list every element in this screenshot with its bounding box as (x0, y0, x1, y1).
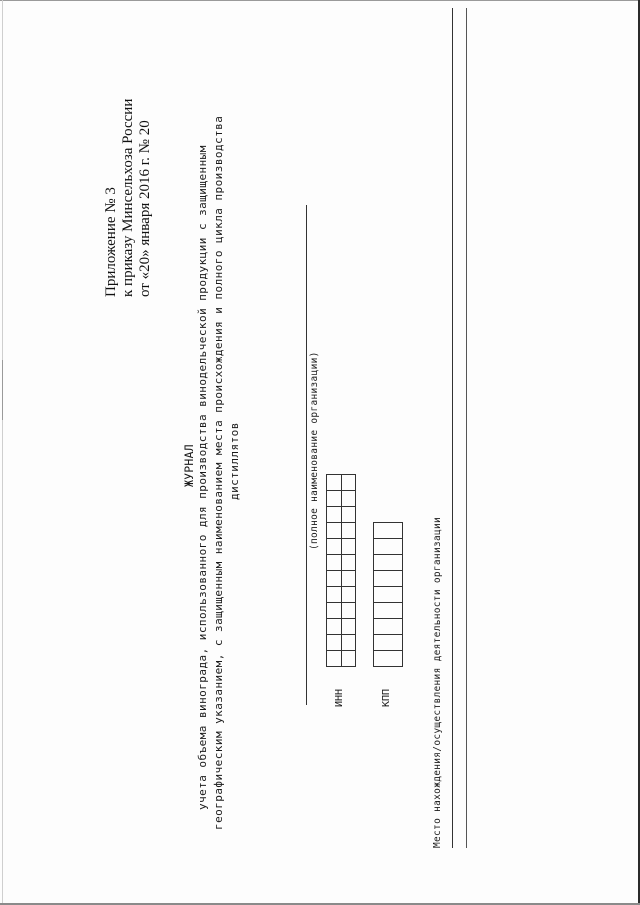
inn-digit-cell[interactable] (327, 474, 355, 490)
kpp-digit-cell[interactable] (374, 554, 402, 570)
inn-digit-cell[interactable] (327, 602, 355, 618)
location-line (452, 8, 453, 848)
inn-digit-cell[interactable] (327, 506, 355, 522)
organization-caption: (полное наименование организации) (309, 351, 320, 550)
organization-name-line (306, 205, 307, 705)
kpp-digit-cell[interactable] (374, 586, 402, 602)
inn-digit-cell[interactable] (327, 618, 355, 634)
appendix-date: от «20» января 2016 г. № 20 (137, 120, 153, 297)
kpp-cells[interactable] (373, 522, 403, 667)
inn-digit-cell[interactable] (327, 538, 355, 554)
kpp-digit-cell[interactable] (374, 650, 402, 666)
journal-heading: ЖУРНАЛ (182, 444, 196, 487)
inn-digit-cell[interactable] (327, 490, 355, 506)
journal-title-line-3: дистиллятов (228, 422, 241, 500)
kpp-digit-cell[interactable] (374, 522, 402, 538)
journal-title-line-1: учета объема винограда, использованного для производства винодельческой продукции с защищенным (196, 145, 209, 810)
kpp-label: КПП (381, 688, 392, 707)
kpp-digit-cell[interactable] (374, 602, 402, 618)
inn-digit-cell[interactable] (327, 586, 355, 602)
location-caption: Место нахождения/осуществления деятельности организации (432, 516, 443, 848)
inn-digit-cell[interactable] (327, 650, 355, 666)
appendix-order: к приказу Минсельхоза России (120, 98, 136, 297)
location-line-2 (466, 8, 467, 848)
kpp-digit-cell[interactable] (374, 634, 402, 650)
kpp-digit-cell[interactable] (374, 538, 402, 554)
inn-digit-cell[interactable] (327, 522, 355, 538)
inn-digit-cell[interactable] (327, 570, 355, 586)
kpp-digit-cell[interactable] (374, 618, 402, 634)
inn-cells[interactable] (326, 474, 356, 667)
inn-label: ИНН (334, 688, 345, 707)
appendix-number: Приложение № 3 (103, 187, 119, 297)
inn-digit-cell[interactable] (327, 554, 355, 570)
inn-digit-cell[interactable] (327, 634, 355, 650)
kpp-digit-cell[interactable] (374, 570, 402, 586)
journal-title-line-2: географическим указанием, с защищенным наименованием места происхождения и полного цикла производства (212, 115, 225, 830)
